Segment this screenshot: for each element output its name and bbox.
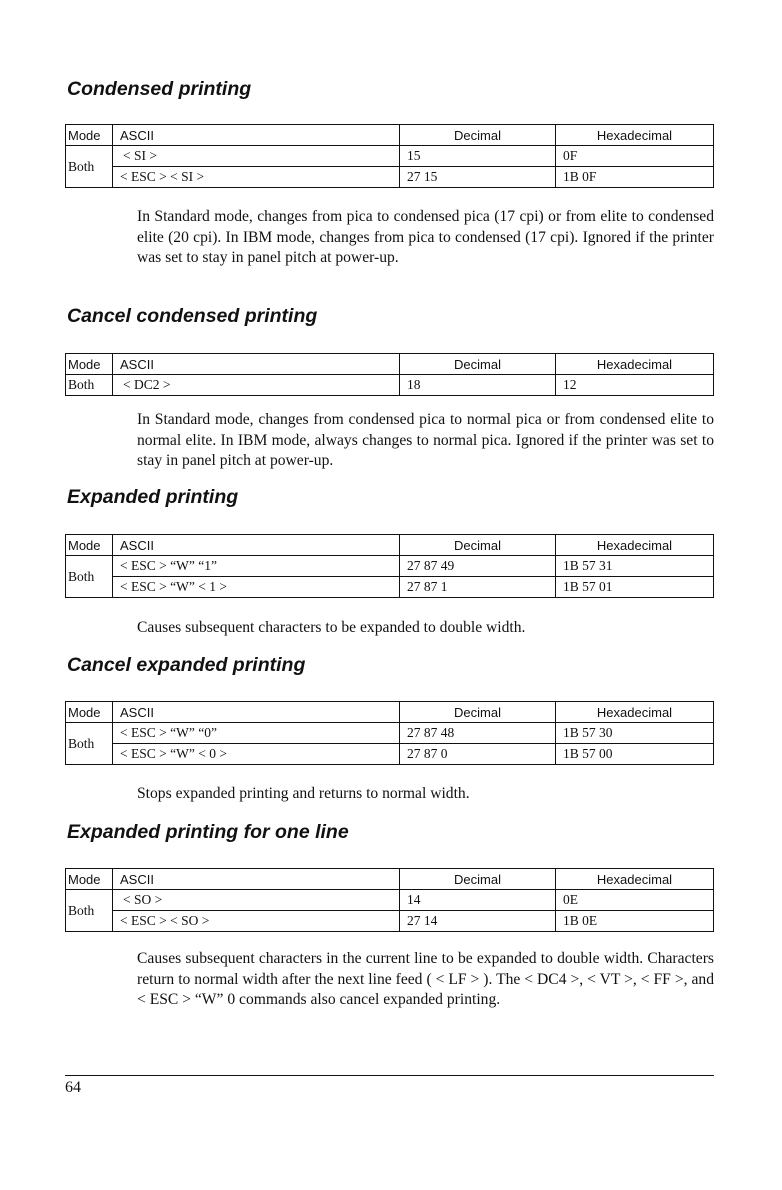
decimal-cell: 14	[400, 890, 556, 911]
ascii-cell: < ESC > “W” < 0 >	[113, 744, 400, 765]
header-mode: Mode	[66, 354, 113, 375]
header-mode: Mode	[66, 125, 113, 146]
mode-cell: Both	[66, 890, 113, 932]
mode-cell: Both	[66, 146, 113, 188]
hex-cell: 1B 57 30	[556, 723, 714, 744]
ascii-cell: < SI >	[113, 146, 400, 167]
decimal-cell: 27 87 0	[400, 744, 556, 765]
header-hexadecimal: Hexadecimal	[556, 869, 714, 890]
header-hexadecimal: Hexadecimal	[556, 354, 714, 375]
command-table-expanded-printing	[65, 534, 714, 598]
hex-cell: 1B 57 31	[556, 556, 714, 577]
hex-cell: 0F	[556, 146, 714, 167]
command-table-condensed-printing	[65, 124, 714, 188]
section-heading-expanded-printing-one-line: Expanded printing for one line	[67, 821, 349, 843]
header-ascii: ASCII	[113, 125, 400, 146]
footer-rule	[65, 1075, 714, 1076]
header-decimal: Decimal	[400, 869, 556, 890]
header-hexadecimal: Hexadecimal	[556, 702, 714, 723]
decimal-cell: 18	[400, 375, 556, 396]
section-description: Causes subsequent characters in the current line to be expanded to double width. Characters return to normal width after the next line feed ( < LF > ). The < DC4 >, < VT >, < FF >, and < ESC > “W” 0 commands also cancel expanded printing.	[137, 950, 714, 1008]
ascii-cell: < DC2 >	[113, 375, 400, 396]
section-heading-cancel-expanded-printing: Cancel expanded printing	[67, 654, 306, 676]
header-mode: Mode	[66, 702, 113, 723]
decimal-cell: 27 87 1	[400, 577, 556, 598]
decimal-cell: 27 87 48	[400, 723, 556, 744]
hex-cell: 0E	[556, 890, 714, 911]
header-mode: Mode	[66, 869, 113, 890]
decimal-cell: 27 15	[400, 167, 556, 188]
hex-cell: 1B 57 01	[556, 577, 714, 598]
ascii-cell: < ESC > “W” “0”	[113, 723, 400, 744]
section-description: Stops expanded printing and returns to normal width.	[137, 785, 470, 802]
header-decimal: Decimal	[400, 125, 556, 146]
hex-cell: 1B 0F	[556, 167, 714, 188]
header-decimal: Decimal	[400, 354, 556, 375]
header-hexadecimal: Hexadecimal	[556, 535, 714, 556]
hex-cell: 1B 0E	[556, 911, 714, 932]
decimal-cell: 27 14	[400, 911, 556, 932]
section-heading-cancel-condensed-printing: Cancel condensed printing	[67, 305, 318, 327]
ascii-cell: < ESC > < SI >	[113, 167, 400, 188]
header-ascii: ASCII	[113, 869, 400, 890]
decimal-cell: 27 87 49	[400, 556, 556, 577]
header-decimal: Decimal	[400, 702, 556, 723]
ascii-cell: < ESC > “W” < 1 >	[113, 577, 400, 598]
mode-cell: Both	[66, 375, 113, 396]
page-number: 64	[65, 1079, 81, 1096]
ascii-cell: < ESC > < SO >	[113, 911, 400, 932]
section-description: In Standard mode, changes from pica to condensed pica (17 cpi) or from elite to condensed elite (20 cpi). In IBM mode, changes from pica to condensed (17 cpi). Ignored if the printer was set to stay in panel pitch at power-up.	[137, 208, 714, 266]
command-table-cancel-condensed-printing	[65, 353, 714, 396]
hex-cell: 12	[556, 375, 714, 396]
header-ascii: ASCII	[113, 535, 400, 556]
mode-cell: Both	[66, 556, 113, 598]
section-heading-condensed-printing: Condensed printing	[67, 78, 252, 100]
command-table-cancel-expanded-printing	[65, 701, 714, 765]
header-decimal: Decimal	[400, 535, 556, 556]
section-heading-expanded-printing: Expanded printing	[67, 486, 239, 508]
hex-cell: 1B 57 00	[556, 744, 714, 765]
command-table-expanded-printing-one-line	[65, 868, 714, 932]
section-description: In Standard mode, changes from condensed pica to normal pica or from condensed elite to normal elite. In IBM mode, always changes to normal pica. Ignored if the printer was set to stay in panel pitch at power-up.	[137, 411, 714, 469]
header-mode: Mode	[66, 535, 113, 556]
section-description: Causes subsequent characters to be expanded to double width.	[137, 619, 526, 636]
mode-cell: Both	[66, 723, 113, 765]
decimal-cell: 15	[400, 146, 556, 167]
header-ascii: ASCII	[113, 702, 400, 723]
ascii-cell: < ESC > “W” “1”	[113, 556, 400, 577]
header-hexadecimal: Hexadecimal	[556, 125, 714, 146]
ascii-cell: < SO >	[113, 890, 400, 911]
header-ascii: ASCII	[113, 354, 400, 375]
